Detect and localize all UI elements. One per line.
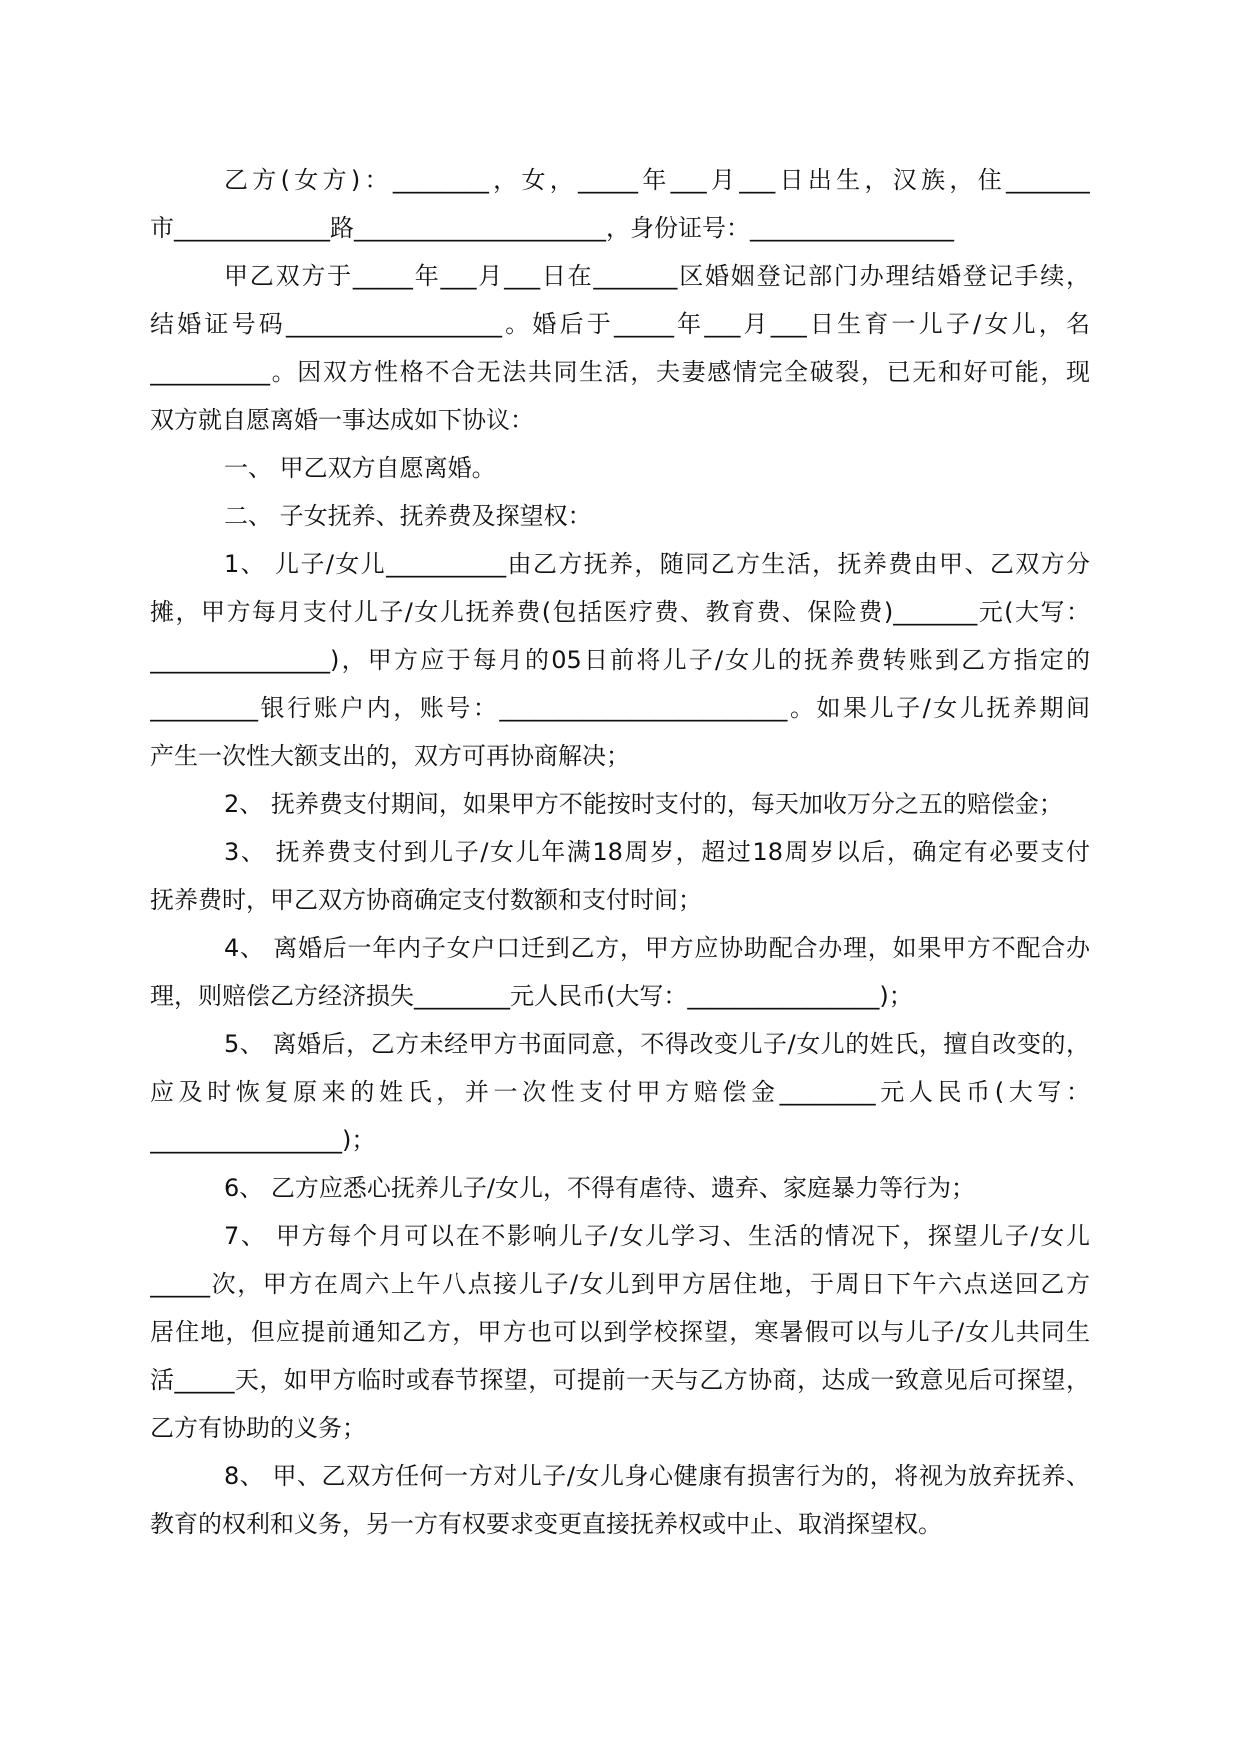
document-line: 乙方(女方)：________，女，_____年___月___日出生，汉族，住_______ — [224, 166, 1090, 194]
document-line: 1、 儿子/女儿__________由乙方抚养，随同乙方生活，抚养费由甲、乙双方分 — [224, 550, 1090, 578]
document-line: 摊，甲方每月支付儿子/女儿抚养费(包括医疗费、教育费、保险费)_______元(大写： — [150, 598, 1090, 626]
document-line: 居住地，但应提前通知乙方，甲方也可以到学校探望，寒暑假可以与儿子/女儿共同生 — [150, 1318, 1090, 1346]
document-line: 8、 甲、乙双方任何一方对儿子/女儿身心健康有损害行为的，将视为放弃抚养、 — [224, 1462, 1090, 1490]
document-line: 甲乙双方于_____年___月___日在_______区婚姻登记部门办理结婚登记手续， — [224, 262, 1090, 290]
document-line: _________银行账户内，账号：________________________。如果儿子/女儿抚养期间 — [150, 694, 1090, 722]
document-line: 教育的权利和义务，另一方有权要求变更直接抚养权或中止、取消探望权。 — [150, 1510, 942, 1538]
document-line: __________。因双方性格不合无法共同生活，夫妻感情完全破裂，已无和好可能，现 — [150, 358, 1090, 386]
document-line: 一、 甲乙双方自愿离婚。 — [224, 454, 496, 482]
document-line: 二、 子女抚养、抚养费及探望权： — [224, 502, 592, 530]
document-line: 7、 甲方每个月可以在不影响儿子/女儿学习、生活的情况下，探望儿子/女儿 — [224, 1222, 1090, 1250]
document-line: ________________)； — [150, 1126, 376, 1154]
document-line: 乙方有协助的义务； — [150, 1414, 366, 1442]
document-body — [150, 156, 1090, 1548]
document-line: _______________)，甲方应于每月的05日前将儿子/女儿的抚养费转账到乙方指定的 — [150, 646, 1090, 674]
document-line: 5、 离婚后，乙方未经甲方书面同意，不得改变儿子/女儿的姓氏，擅自改变的， — [224, 1030, 1090, 1058]
document-line: 3、 抚养费支付到儿子/女儿年满18周岁，超过18周岁以后，确定有必要支付 — [224, 838, 1090, 866]
document-line: 产生一次性大额支出的，双方可再协商解决； — [150, 742, 630, 770]
document-line: 抚养费时，甲乙双方协商确定支付数额和支付时间； — [150, 886, 702, 914]
document-line: 结婚证号码__________________。婚后于_____年___月___日生育一儿子/女儿，名 — [150, 310, 1090, 338]
document-line: 双方就自愿离婚一事达成如下协议： — [150, 406, 534, 434]
document-line: 活_____天，如甲方临时或春节探望，可提前一天与乙方协商，达成一致意见后可探望， — [150, 1366, 1090, 1394]
document-line: 应及时恢复原来的姓氏，并一次性支付甲方赔偿金________元人民币(大写： — [150, 1078, 1090, 1106]
document-line: 4、 离婚后一年内子女户口迁到乙方，甲方应协助配合办理，如果甲方不配合办 — [224, 934, 1090, 962]
document-line: 市_____________路_____________________，身份证号：_________________ — [150, 214, 954, 242]
document-line: 2、 抚养费支付期间，如果甲方不能按时支付的，每天加收万分之五的赔偿金； — [224, 790, 1063, 818]
document-line: _____次，甲方在周六上午八点接儿子/女儿到甲方居住地，于周日下午六点送回乙方 — [150, 1270, 1090, 1298]
document-line: 理，则赔偿乙方经济损失________元人民币(大写：________________)； — [150, 982, 913, 1010]
document-line: 6、 乙方应悉心抚养儿子/女儿，不得有虐待、遗弃、家庭暴力等行为； — [224, 1174, 975, 1202]
